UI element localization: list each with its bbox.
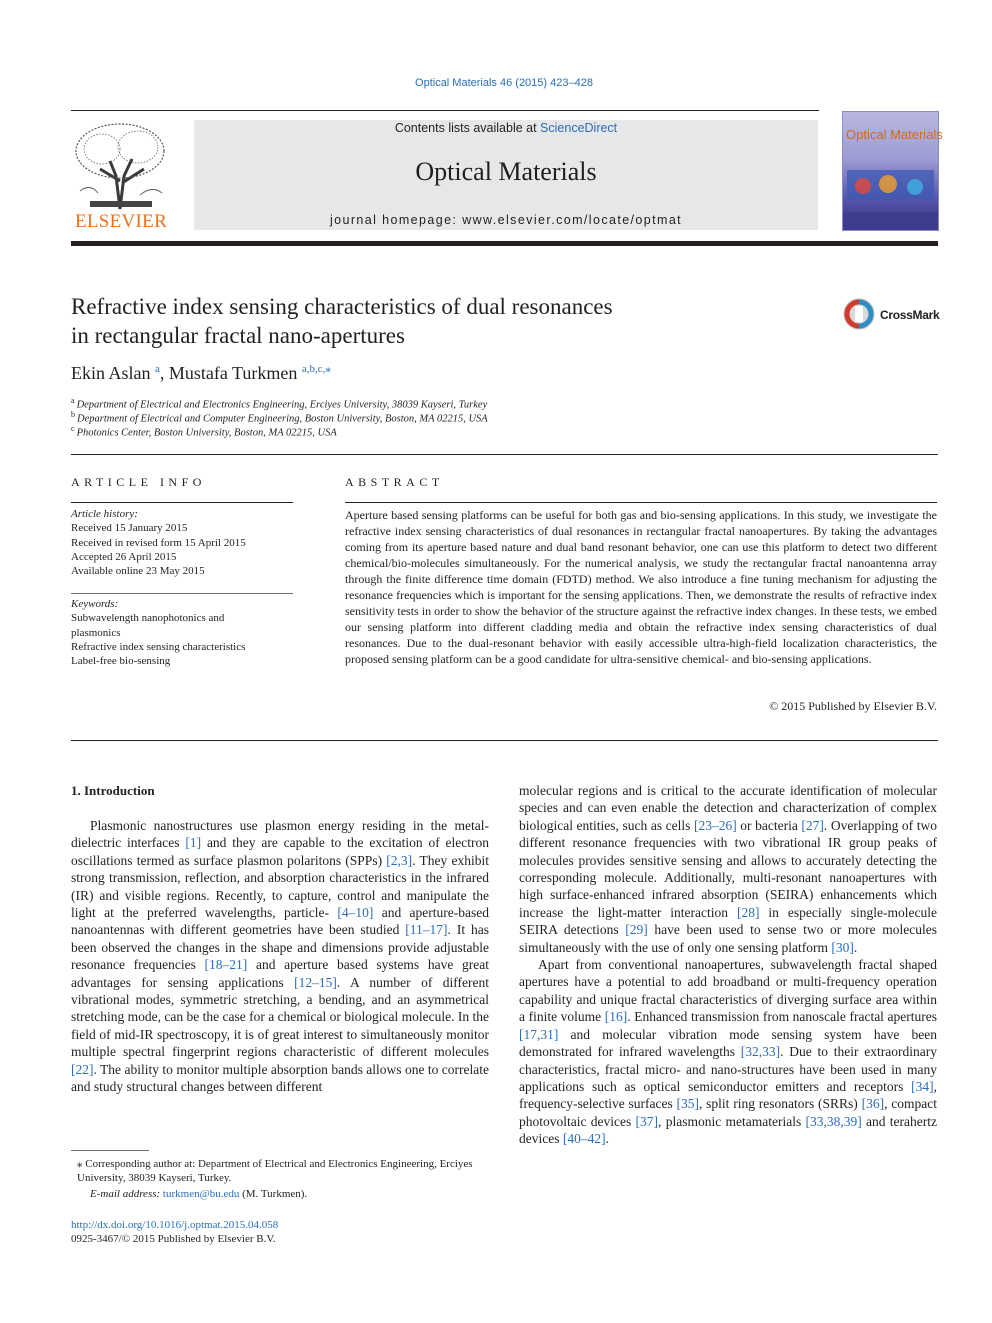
paragraph-text: Plasmonic nanostructures use plasmon energy residing in the metal-dielectric interfaces [71, 818, 489, 851]
history-item: Received in revised form 15 April 2015 [71, 536, 246, 549]
contents-line [194, 121, 818, 135]
article-info-rule [71, 502, 293, 503]
author-affiliation-marker[interactable]: a [155, 363, 160, 375]
author-affiliation-marker[interactable]: a,b,c, [301, 363, 326, 375]
author-separator: , [159, 363, 169, 383]
homepage-url[interactable]: www.elsevier.com/locate/optmat [462, 213, 683, 227]
crossmark-icon[interactable] [843, 298, 875, 330]
section-heading-introduction: 1. Introduction [71, 783, 155, 798]
paragraph-text: molecular regions and is critical to the accurate identification of molecular species and can even enable the detection and characterization of complex biological entities, such as cells [519, 783, 937, 833]
paragraph-text: . It has been observed the changes in the shape and dimensions provide adjustable resonance frequencies [71, 922, 489, 973]
paragraph-text: , compact photovoltaic devices [519, 1096, 937, 1129]
citation-link[interactable]: [29] [625, 922, 648, 938]
citation-link[interactable]: [37] [635, 1113, 659, 1129]
keywords-rule [71, 593, 293, 594]
citation-link[interactable]: [35] [676, 1096, 699, 1112]
citation-link[interactable]: [4–10] [337, 905, 374, 921]
email-owner: (M. Turkmen). [239, 1188, 308, 1200]
citation-link[interactable]: [2,3] [386, 852, 413, 868]
author-list [71, 362, 331, 384]
citation-link[interactable]: [34] [911, 1078, 934, 1094]
citation-link[interactable]: [32,33] [740, 1044, 781, 1060]
footnote-rule [71, 1150, 149, 1151]
footnote-marker: ⁎ [77, 1158, 83, 1170]
keywords [71, 597, 293, 668]
paragraph-text: and terahertz devices [519, 1113, 938, 1147]
affiliation-marker: c [71, 424, 75, 433]
paragraph [519, 956, 937, 1147]
affiliation-a [71, 396, 487, 411]
history-label: Article history: [71, 508, 138, 520]
paragraph-text: have been used to sense two or more molecules simultaneously with the use of only one sensing platform [519, 922, 937, 955]
paragraph-text: , split ring resonators (SRRs) [699, 1096, 862, 1112]
intro-right-column [519, 782, 937, 1148]
affiliation-marker: a [71, 396, 75, 405]
history-item: Accepted 26 April 2015 [71, 550, 177, 563]
article-title-line2: in rectangular fractal nano-apertures [71, 323, 405, 348]
paragraph-text: . [853, 939, 858, 955]
paragraph-text: and aperture based systems have great advantages for sensing applications [71, 957, 489, 990]
journal-citation[interactable]: Optical Materials 46 (2015) 423–428 [415, 77, 593, 89]
header-bottom-rule [71, 241, 938, 246]
homepage-label: journal homepage: [329, 213, 463, 227]
sciencedirect-link[interactable]: ScienceDirect [540, 121, 618, 135]
affiliation-text: Department of Electrical and Computer Engineering, Boston University, Boston, MA 02215, USA [77, 413, 488, 425]
author-name: Mustafa Turkmen [168, 363, 298, 383]
corresponding-author-footnote [71, 1157, 489, 1201]
affiliation-text: Photonics Center, Boston University, Boston, MA 02215, USA [76, 427, 337, 439]
paragraph-text: and they are capable to the excitation of electron oscillations termed as surface plasmon polaritons (SPPs) [71, 835, 489, 868]
article-info-heading: ARTICLE INFO [71, 475, 206, 489]
crossmark-label[interactable]: CrossMark [880, 308, 940, 322]
affiliation-marker: b [71, 410, 75, 419]
citation-link[interactable]: [16] [604, 1009, 628, 1025]
history-item: Received 15 January 2015 [71, 522, 188, 535]
paragraph-text: . A number of different vibrational modes, symmetric stretching, a bending, and an asymmetrical stretching mode, can be the case for a chemical or biological molecule. In the field of mid-IR spectroscopy, it is of great interest to simultaneously monitor multiple spectral fingerprint regions characteristic of different molecules [71, 974, 489, 1060]
abstract-heading: ABSTRACT [345, 475, 444, 489]
paragraph-text: Apart from conventional nanoapertures, subwavelength fractal shaped apertures have a potential to add broadband or multi-frequency operation capability and unique fractal characteristics of diverging surface area within a finite volume [519, 957, 937, 1025]
keyword-item: Label-free bio-sensing [71, 655, 171, 668]
cover-title: Optical Materials [846, 127, 943, 142]
citation-link[interactable]: [33,38,39] [805, 1113, 862, 1129]
affiliation-b [71, 410, 488, 425]
paragraph-text: . They exhibit strong transmission, reflection, and absorption characteristics in the infrared (IR) and visible regions. Recently, to capture, control and manipulate the light at the preferred wavelengths, particle- [71, 852, 489, 921]
abstract-copyright: © 2015 Published by Elsevier B.V. [769, 699, 937, 713]
paragraph-text: in especially single-molecule SEIRA detections [519, 904, 937, 938]
article-title-line1: Refractive index sensing characteristics of dual resonances [71, 294, 613, 319]
citation-link[interactable]: [1] [185, 835, 202, 851]
citation-link[interactable]: [12–15] [294, 974, 337, 990]
citation-link[interactable]: [18–21] [204, 957, 248, 973]
article-history [71, 507, 293, 578]
citation-link[interactable]: [17,31] [519, 1026, 559, 1042]
keyword-item: plasmonics [71, 626, 121, 639]
paragraph-text: and aperture-based nanoantennas with different geometries have been studied [71, 905, 489, 938]
paragraph-text: . The ability to monitor multiple absorption bands allows one to correlate and study structural changes between different [71, 1061, 489, 1095]
citation-link[interactable]: [11–17] [405, 922, 448, 938]
paragraph-text: , frequency-selective surfaces [519, 1078, 937, 1112]
doi-link[interactable]: http://dx.doi.org/10.1016/j.optmat.2015.04.058 [71, 1219, 279, 1231]
affiliation-divider [71, 454, 938, 455]
citation-link[interactable]: [23–26] [693, 817, 737, 833]
email-label: E-mail address: [90, 1188, 163, 1200]
abstract-bottom-rule [71, 740, 938, 741]
citation-link[interactable]: [27] [801, 817, 824, 833]
keyword-item: Refractive index sensing characteristics [71, 640, 246, 653]
elsevier-wordmark: ELSEVIER [74, 211, 168, 232]
paragraph-text: and molecular vibration mode sensing system have been demonstrated for infrared wavelengths [519, 1026, 937, 1060]
paragraph-text: . [605, 1131, 609, 1147]
affiliation-text: Department of Electrical and Electronics Engineering, Erciyes University, 38039 Kayseri, Turkey [76, 399, 488, 411]
header-top-rule [71, 110, 819, 111]
journal-homepage [194, 213, 818, 227]
citation-link[interactable]: [36] [861, 1096, 885, 1112]
intro-left-column [71, 817, 489, 1096]
abstract-rule [345, 502, 937, 503]
journal-title: Optical Materials [415, 157, 597, 186]
paragraph-text: . Enhanced transmission from nanoscale fractal apertures [627, 1009, 937, 1025]
paragraph-text: or bacteria [736, 817, 802, 833]
doi-block [71, 1218, 278, 1246]
corresponding-author-marker[interactable]: ⁎ [325, 363, 331, 375]
citation-link[interactable]: [22] [71, 1061, 94, 1077]
keywords-label: Keywords: [71, 598, 119, 610]
citation-link[interactable]: [28] [736, 904, 760, 920]
author-email-link[interactable]: turkmen@bu.edu [162, 1188, 240, 1200]
paragraph-text: , plasmonic metamaterials [658, 1113, 806, 1129]
issn-line: 0925-3467/© 2015 Published by Elsevier B.V. [71, 1233, 276, 1245]
keyword-item: Subwavelength nanophotonics and [71, 612, 225, 625]
author-name: Ekin Aslan [71, 363, 151, 383]
history-item: Available online 23 May 2015 [71, 565, 205, 578]
paragraph-text: . Due to their extraordinary characteristics, fractal micro- and nano-structures have been used in many applications such as optical semiconductor emitters and receptors [519, 1044, 937, 1094]
paragraph [71, 817, 489, 1096]
citation-link[interactable]: [40–42] [562, 1131, 606, 1147]
footnote-text: Corresponding author at: Department of Electrical and Electronics Engineering, Erciyes University, 38039 Kayseri, Turkey. [77, 1158, 473, 1184]
abstract-text: Aperture based sensing platforms can be useful for both gas and bio-sensing applications. In this study, we investigate the refractive index sensing characteristics of dual resonances in rectangular fractal nanoapertures. By taking the advantages coming from its aperture based nature and dual band resonant behavior, one can use this platform to detect two different chemical/bio-molecules simultaneously. For the numerical analysis, we study the rectangular fractal nanoantenna array through the finite difference time domain (FDTD) method. We also introduce a fine tuning mechanism for adjusting the resonance frequencies which is important for the sensing applications. Then, we demonstrate the results of refractive index sensitivity tests in order to show the behavior of the structure against the refractive index changes. In these tests, we embed our sensing platform into different cladding media and obtain the refractive index sensing characteristics of dual resonances. Due to the dual-resonant behavior with easily accessible ultra-high-field localization characteristics, the proposed sensing platform can be a good candidate for ultra-sensitive chemical- and bio-sensing applications. [345, 508, 937, 666]
paragraph-text: . Overlapping of two different resonance frequencies with two vibrational IR group peaks of molecules provides sensitive sensing and allows to accurately detecting the corresponding molecule. Additionally, multi-resonant nanoapertures with high surface-enhanced infrared absorption (SEIRA) enhancements which increase the light-matter interaction [519, 817, 937, 920]
article-title [71, 292, 791, 350]
affiliation-c [71, 424, 337, 439]
contents-prefix: Contents lists available at [394, 121, 541, 135]
paragraph [519, 782, 937, 956]
citation-link[interactable]: [30] [831, 939, 854, 955]
